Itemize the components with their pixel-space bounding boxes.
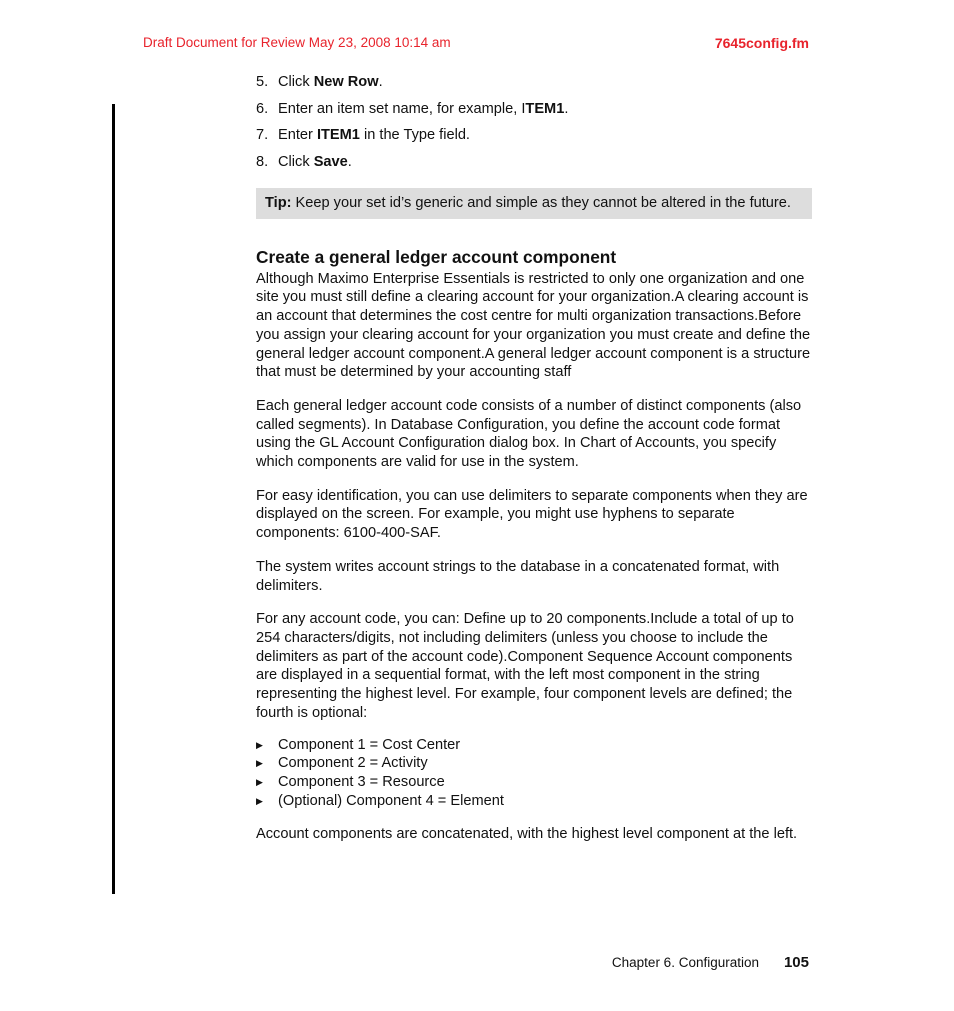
chapter-label: Chapter 6. Configuration bbox=[611, 955, 759, 970]
closing-paragraph: Account components are concatenated, with the highest level component at the left. bbox=[256, 826, 798, 843]
step-item: 5. Click New Row. bbox=[256, 74, 383, 90]
triangle-right-icon: ▶ bbox=[256, 739, 263, 750]
bullet-list bbox=[256, 736, 812, 811]
triangle-right-icon: ▶ bbox=[256, 776, 263, 787]
paragraph: Each general ledger account code consists of a number of distinct components (also called segments). In Database Configuration, you define the account code format using the GL Account Configuration dialog box. In Chart of Accounts, you specify which components are valid for use in the system. bbox=[256, 397, 802, 471]
tip-box bbox=[256, 188, 812, 219]
section-title: Create a general ledger account component bbox=[256, 246, 617, 267]
tip-text: Keep your set id’s generic and simple as they cannot be altered in the future. bbox=[291, 194, 791, 211]
triangle-right-icon: ▶ bbox=[256, 795, 263, 806]
bullet-item: ▶ Component 2 = Activity bbox=[256, 755, 428, 772]
bullet-item: ▶ Component 1 = Cost Center bbox=[256, 736, 461, 753]
triangle-right-icon: ▶ bbox=[256, 758, 263, 769]
paragraph: For any account code, you can: Define up to 20 components.Include a total of up to 254 characters/digits, not including delimiters (unless you choose to include the delimiters as part of the account code).Component Sequence Account components are displayed in a sequential format, with the left most component in the string representing the highest level. For example, four component levels are defined; the fourth is optional: bbox=[256, 611, 794, 721]
tip-label: Tip: bbox=[265, 194, 292, 211]
page-content bbox=[256, 71, 812, 859]
step-item: 6. Enter an item set name, for example, ITEM1. bbox=[256, 100, 569, 117]
paragraph: For easy identification, you can use delimiters to separate components when they are displayed on the screen. For example, you might use hyphens to separate components: 6100-400-SAF. bbox=[256, 487, 808, 542]
page-number: 105 bbox=[783, 954, 809, 971]
bullet-item: ▶ (Optional) Component 4 = Element bbox=[256, 792, 504, 809]
paragraph: Although Maximo Enterprise Essentials is restricted to only one organization and one site you must still define a clearing account for your organization.A clearing account is an account that determines the cost centre for multi organization transactions.Before you assign your clearing account for your organization you must create and define the general ledger account component.A general ledger account component is a structure that must be determined by your accounting staff bbox=[256, 270, 811, 381]
draft-header: Draft Document for Review May 23, 2008 10:14 am bbox=[143, 35, 451, 50]
step-item: 8. Click Save. bbox=[256, 154, 352, 171]
paragraph: The system writes account strings to the database in a concatenated format, with delimiters. bbox=[256, 558, 780, 594]
step-list bbox=[256, 71, 812, 178]
change-bar bbox=[112, 104, 115, 894]
file-name: 7645config.fm bbox=[714, 35, 809, 51]
step-item: 7. Enter ITEM1 in the Type field. bbox=[256, 127, 470, 144]
bullet-item: ▶ Component 3 = Resource bbox=[256, 773, 445, 790]
